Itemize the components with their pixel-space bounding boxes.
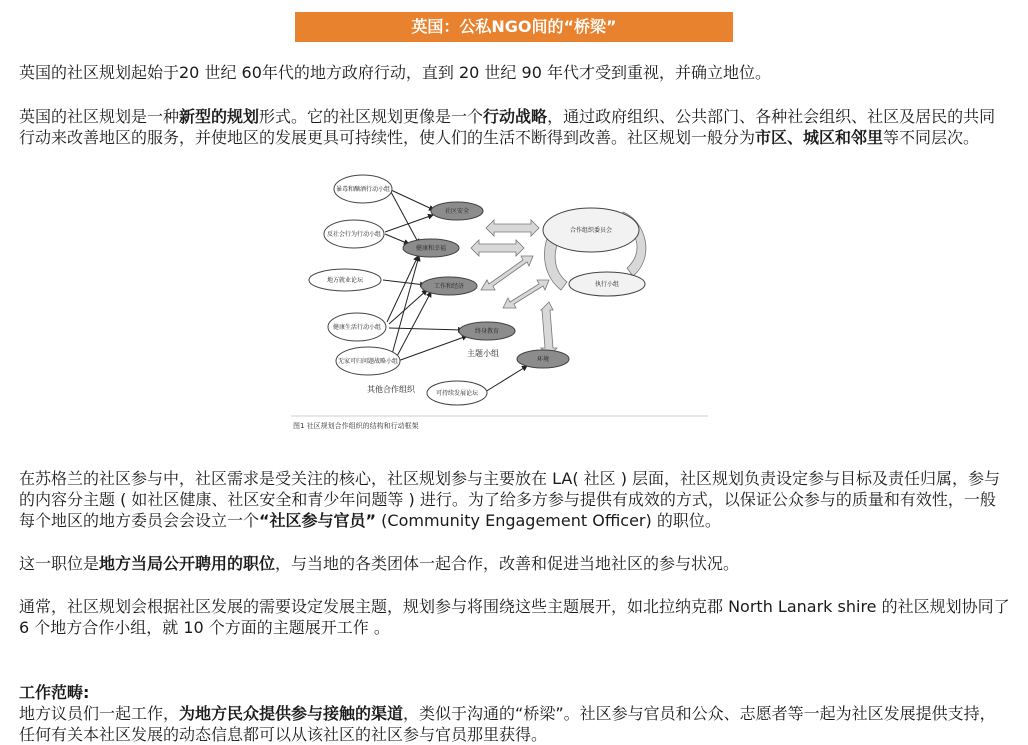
scope-heading-text: 工作范畴: [19, 683, 90, 702]
text-run: 这一职位是 [19, 554, 100, 573]
theme-node-label: 工作和经济 [433, 283, 465, 290]
other-group-label: 其他合作组织 [367, 385, 415, 394]
engagement-officer-paragraph [19, 468, 1011, 531]
text-run: ，与当地的各类团体一起合作，改善和促进当地社区的参与状况。 [275, 554, 740, 573]
committee-label: 合作组织委员会 [569, 227, 613, 234]
theme-node-label: 终身教育 [474, 328, 500, 335]
text-run: 地方议员们一起工作， [19, 704, 180, 723]
text-run: ，通过政府组织、公共部门、各种社会组织、社区及居民的共同行动来改善地区的服务，并使地区的发展更具可持续性，使人们的生活不断得到改善。社区规划一般分为 [19, 107, 996, 147]
community-planning-structure-figure [291, 162, 708, 434]
figure-caption: 图1 社区规划合作组织的结构和行动框架 [293, 422, 419, 430]
bold-levels: 市区、城区和邻里 [755, 128, 884, 147]
left-node-label: 暴毒和酗酒行动小组 [335, 186, 391, 193]
bold-public-position: 地方当局公开聘用的职位 [99, 554, 276, 573]
left-node-label: 无家可归问题战略小组 [337, 358, 399, 365]
intro-paragraph: 英国的社区规划起始于20 世纪 60年代的地方政府行动，直到 20 世纪 90 年代才受到重视，并确立地位。 [19, 63, 771, 82]
position-paragraph [19, 553, 1011, 574]
left-node-label: 地方就业论坛 [326, 277, 364, 284]
exec-group-label: 执行小组 [594, 281, 620, 288]
theme-node-label: 健康和幸福 [415, 245, 447, 252]
exec-group-node [569, 272, 645, 296]
text-run: 英国的社区规划是一种 [19, 107, 180, 126]
themes-paragraph: 通常，社区规划会根据社区发展的需要设定发展主题，规划参与将围绕这些主题展开，如北拉纳克郡 North Lanark shire 的社区规划协同了 6 个地方合作小组，就 10 个方面的主题展开工作 。 [19, 597, 1010, 637]
scope-paragraph [19, 703, 1011, 745]
text-run: 在苏格兰的社区参与中，社区需求是受关注的核心，社区规划参与主要放在 LA( 社区 ) 层面，社区规划负责设定参与目标及责任归属，参与的内容分主题 ( 如社区健康、社区安全和青少年问题等 ) 进行。为了给多方参与提供有成效的方式，以保证公众参与的质量和有效性，一般每个地区的地方委员会会设立一个 [19, 469, 1001, 530]
structure-diagram [291, 162, 708, 434]
theme-node-label: 社区安全 [444, 208, 470, 215]
bold-new-planning: 新型的规划 [179, 107, 260, 126]
text-run: 形式。它的社区规划更像是一个 [259, 107, 484, 126]
theme-node-label: 环境 [536, 356, 550, 363]
text-run: (Community Engagement Officer) 的职位。 [376, 511, 721, 530]
planning-type-paragraph [19, 106, 1011, 148]
committee-node [543, 208, 639, 252]
bold-action-strategy: 行动战略 [483, 107, 548, 126]
page-banner-title: 英国：公私NGO间的“桥梁” [295, 12, 733, 42]
bold-channel: 为地方民众提供参与接触的渠道 [179, 704, 404, 723]
text-run: 等不同层次。 [883, 128, 980, 147]
scope-heading [19, 682, 1011, 703]
theme-group-label: 主题小组 [467, 349, 499, 358]
left-node-label: 健康生活行动小组 [332, 324, 382, 331]
bold-engagement-officer: “社区参与官员” [259, 511, 377, 530]
text-run: ，类似于沟通的“桥梁”。社区参与官员和公众、志愿者等一起为社区发展提供支持，任何有关本社区发展的动态信息都可以从该社区的社区参与官员那里获得。 [19, 704, 996, 744]
left-node-label: 可持续发展论坛 [435, 390, 479, 397]
left-node-label: 反社会行为行动小组 [326, 231, 382, 238]
